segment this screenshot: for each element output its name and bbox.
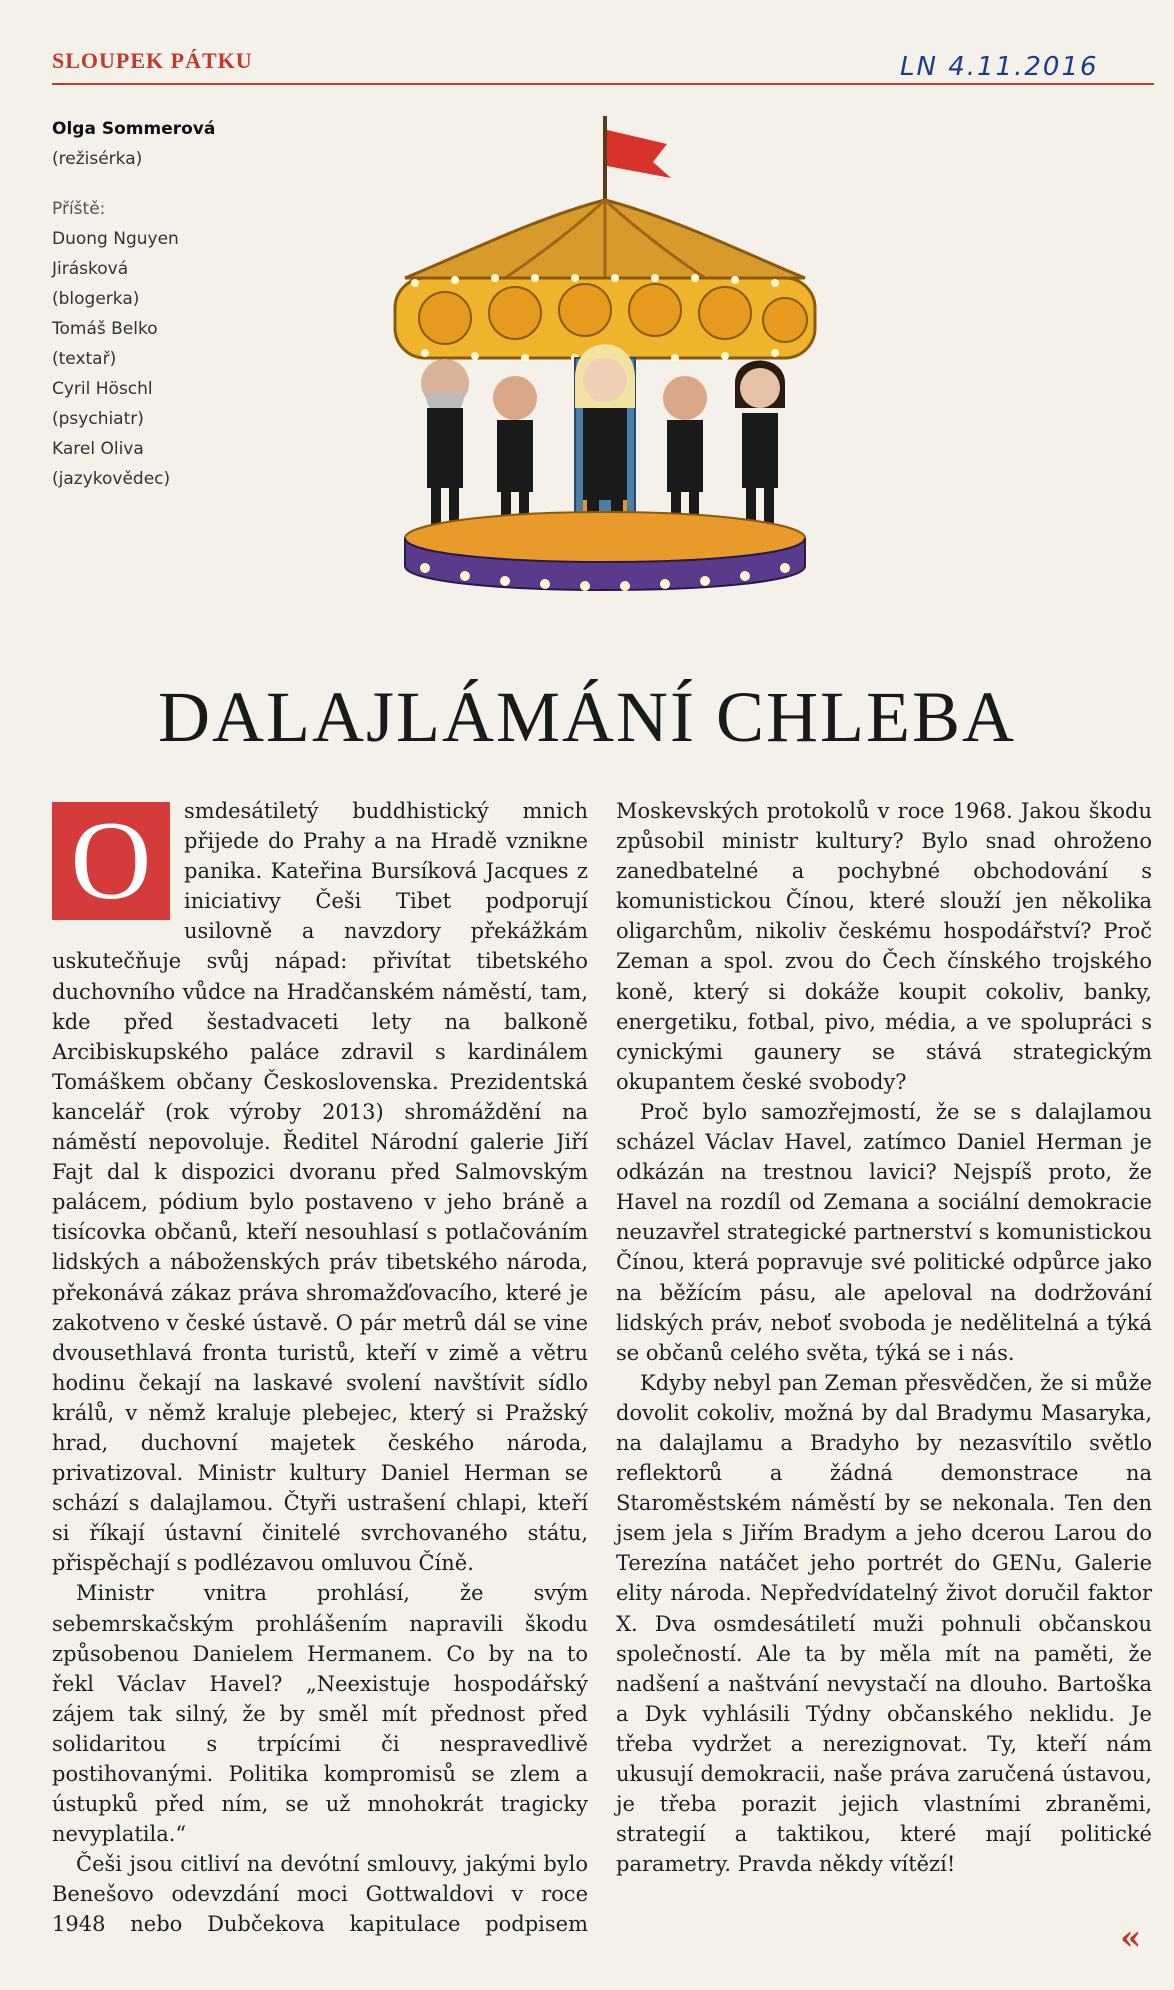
next-author-role: (textař) <box>52 349 117 369</box>
article-body <box>52 796 1152 1966</box>
next-author-name: Tomáš Belko <box>52 319 158 339</box>
article-paragraph: Proč bylo samozřejmostí, že se s dalajlamou scházel Václav Havel, zatímco Daniel Herman je odkázán na trestnou lavici? Nejspíš proto, že Havel na rozdíl od Zemana a sociální demokracie neuzavřel strategické partnerství s komunistickou Čínou, která popravuje své politické odpůrce jako na běžícím pásu, ale apeloval na dodržování lidských práv, neboť svoboda je nedělitelná a týká se občanů celého světa, týká se i nás. <box>616 1099 1152 1365</box>
next-authors-label: Příště: <box>52 199 106 219</box>
next-author-role: (psychiatr) <box>52 409 144 429</box>
handwritten-date-note: LN 4.11.2016 <box>900 52 1099 82</box>
next-author-name: Cyril Höschl <box>52 379 153 399</box>
article-paragraph <box>52 796 588 1578</box>
article-headline: DALAJLÁMÁNÍ CHLEBA <box>158 677 1016 757</box>
next-author-name: Duong Nguyen <box>52 229 179 249</box>
drop-cap: O <box>52 802 170 920</box>
author-name: Olga Sommerová <box>52 119 216 139</box>
end-mark: « <box>1120 1918 1142 1958</box>
author-sidebar <box>52 114 272 494</box>
section-kicker: SLOUPEK PÁTKU <box>52 48 253 73</box>
article-paragraph: Ministr vnitra prohlásí, že svým sebemrskačským prohlášením napravili škodu způsobenou Danielem Hermanem. Co by na to řekl Václav Havel? „Neexistuje hospodářský zájem tak silný, že by směl mít přednost před solidaritou s trpícími či nespravedlivě postihovanými. Politika kompromisů se zlem a ústupků před ním, se už mnohokrát tragicky nevyplatila.“ <box>52 1581 588 1847</box>
article-paragraph: Češi jsou citliví na devótní smlouvy, jakými bylo Benešovo odevzdání moci Gottwaldovi v roce 1948 nebo Dubčekova kapitulace podpisem Moskevských protokolů v roce 1968. Jakou škodu způsobil ministr kultury? Bylo snad ohroženo zanedbatelné a pochybné obchodování s komunistickou Čínou, které slouží jen několika oligarchům, nikoliv českému hospodářství? Proč Zeman a spol. zvou do Čech čínského trojského koně, který si dokáže koupit cokoliv, banky, energetiku, fotbal, pivo, média, a ve spolupráci s cynickými gaunery se stává strategickým okupantem české svobody? <box>52 799 1152 1937</box>
next-author-name: Jirásková <box>52 259 129 279</box>
next-author-role: (blogerka) <box>52 289 140 309</box>
next-author-role: (jazykovědec) <box>52 469 171 489</box>
header-rule <box>52 83 1154 85</box>
paragraph-text: smdesátiletý buddhistický mnich přijede do Prahy a na Hradě vznikne panika. Kateřina Bursíková Jacques z iniciativy Češi Tibet podporují usilovně a navzdory překážkám uskutečňuje svůj nápad: přivítat tibetského duchovního vůdce na Hradčanském náměstí, tam, kde před šestadvaceti lety na balkoně Arcibiskupského paláce zdravil s kardinálem Tomáškem občany Československa. Prezidentská kancelář (rok výroby 2013) shromáždění na náměstí nepovoluje. Ředitel Národní galerie Jiří Fajt dal k dispozici dvoranu před Salmovským palácem, pódium bylo postaveno v jeho bráně a tisícovka občanů, kteří nesouhlasí s potlačováním lidských a náboženských práv tibetského národa, překonává zákaz práva shromažďovacího, které je zakotveno v české ústavě. O pár metrů dál se vine dvousethlavá fronta turistů, kteří v zimě a větru hodinu čekají na laskavé svolení navštívit sídlo králů, v němž kraluje plebejec, který si Pražský hrad, duchovní majetek českého národa, privatizoval. Ministr kultury Daniel Herman se schází s dalajlamou. Čtyři ustrašení chlapi, kteří si říkají ústavní činitelé svrchovaného státu, přispěchají s podlézavou omluvou Číně. <box>52 799 588 1576</box>
next-author-name: Karel Oliva <box>52 439 144 459</box>
article-paragraph: Kdyby nebyl pan Zeman přesvědčen, že si může dovolit cokoliv, možná by dal Bradymu Masaryka, na dalajlamu a Bradyho by nezasvítilo světlo reflektorů a žádná demonstrace na Staroměstském náměstí by se nekonala. Ten den jsem jela s Jiřím Bradym a jeho dcerou Larou do Terezína natáčet jeho portrét do GENu, Galerie elity národa. Nepředvídatelný život doručil faktor X. Dva osmdesátiletí muži pohnuli občanskou společností. Ale ta by měla mít na paměti, že nadšení a naštvání nevystačí na dlouho. Bartoška a Dyk vyhlásili Týdny občanského neklidu. Je třeba vydržet a nerezignovat. Ty, kteří nám ukusují demokracii, naše práva zaručená ústavou, je třeba porazit jejich vlastními zbraněmi, strategií a taktikou, které mají politické parametry. Pravda někdy vítězí! <box>616 1370 1152 1877</box>
carousel-illustration-icon <box>385 108 825 618</box>
author-role: (režisérka) <box>52 149 143 169</box>
